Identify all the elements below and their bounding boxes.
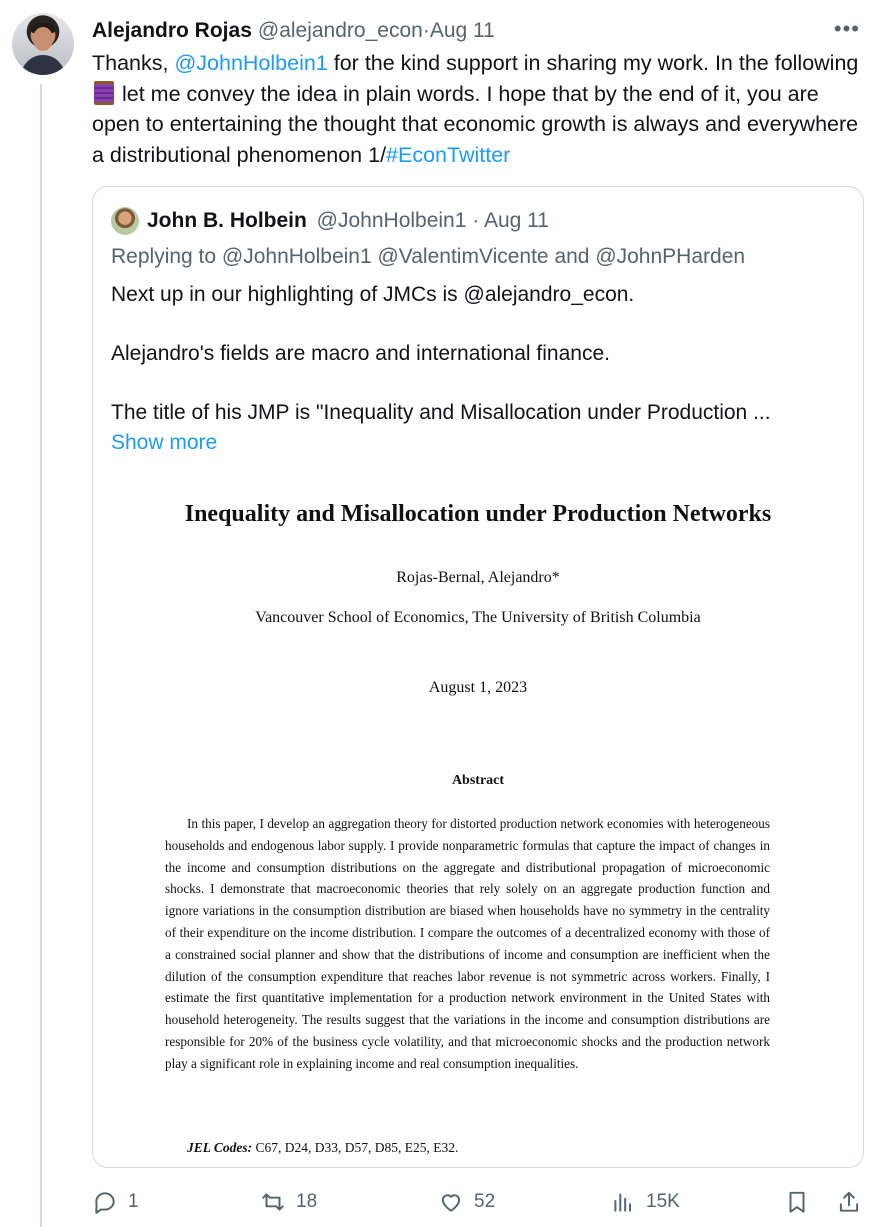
like-count: 52	[474, 1191, 496, 1212]
quoted-body	[111, 280, 851, 428]
quoted-line-1: Next up in our highlighting of JMCs is @alejandro_econ.	[111, 283, 635, 306]
hashtag-link[interactable]: #EconTwitter	[386, 142, 511, 167]
retweet-button[interactable]	[260, 1186, 317, 1218]
author-handle[interactable]: @alejandro_econ	[257, 19, 423, 42]
views-button[interactable]	[610, 1186, 680, 1218]
jel-values: C67, D24, D33, D57, D85, E25, E32.	[252, 1140, 459, 1155]
jel-codes	[187, 1140, 458, 1156]
quoted-header	[147, 206, 549, 236]
quoted-date: Aug 11	[483, 209, 549, 232]
reply-count: 1	[128, 1191, 139, 1212]
reply-button[interactable]	[92, 1186, 139, 1218]
action-bar	[92, 1186, 872, 1218]
quoted-author-avatar	[111, 207, 139, 235]
abstract-heading: Abstract	[451, 773, 505, 788]
share-icon	[836, 1189, 862, 1215]
quoted-separator: ·	[466, 209, 484, 232]
thread-spool-icon	[94, 81, 114, 105]
avatar-face	[33, 27, 53, 51]
views-bar-chart-icon	[610, 1189, 636, 1215]
separator: ·	[422, 19, 430, 42]
tweet-text-part3: let me convey the idea in plain words. I hope that by the end of it, you are open to entertaining the thought that economic growth is always and everywhere a distributional phenomenon 1/	[92, 81, 859, 167]
tweet-text-part2: for the kind support in sharing my work. In the following	[327, 51, 859, 75]
quoted-tweet[interactable]	[92, 186, 864, 1168]
quoted-line-3: The title of his JMP is "Inequality and Misallocation under Production ...	[111, 401, 771, 424]
tweet-text-part1: Thanks,	[92, 51, 175, 75]
mention-link[interactable]: @JohnHolbein1	[174, 51, 328, 75]
retweet-count: 18	[296, 1191, 318, 1212]
jel-label: JEL Codes:	[187, 1140, 253, 1155]
reply-icon	[92, 1189, 118, 1215]
tweet-text	[92, 48, 872, 170]
heart-icon	[438, 1189, 464, 1215]
tweet-date[interactable]: Aug 11	[429, 19, 495, 42]
author-name[interactable]: Alejandro Rojas	[92, 19, 252, 42]
avatar-shirt	[21, 55, 65, 75]
paper-date: August 1, 2023	[428, 679, 528, 696]
quoted-author-name: John B. Holbein	[147, 209, 307, 232]
quoted-line-2: Alejandro's fields are macro and international finance.	[111, 342, 610, 365]
retweet-icon	[260, 1189, 286, 1215]
author-avatar[interactable]	[12, 13, 74, 75]
paper-image[interactable]	[93, 477, 863, 1168]
tweet-header	[92, 17, 495, 45]
thread-line	[40, 84, 42, 1227]
share-button[interactable]	[836, 1186, 862, 1218]
replying-to: Replying to @JohnHolbein1 @ValentimVicente and @JohnPHarden	[111, 245, 746, 268]
bookmark-icon	[784, 1189, 810, 1215]
show-more-link[interactable]: Show more	[111, 431, 218, 454]
bookmark-button[interactable]	[784, 1186, 810, 1218]
more-options-icon[interactable]: •••	[833, 16, 860, 41]
paper-affiliation: Vancouver School of Economics, The University of British Columbia	[255, 609, 701, 626]
view-count: 15K	[646, 1191, 680, 1212]
paper-author: Rojas-Bernal, Alejandro*	[396, 569, 560, 586]
paper-title: Inequality and Misallocation under Production Networks	[184, 501, 772, 527]
like-button[interactable]	[438, 1186, 495, 1218]
abstract-text: In this paper, I develop an aggregation theory for distorted production network economies with heterogeneous households and endogenous labor supply. I provide nonparametric formulas that capture the impact of changes in the income and consumption distributions on the aggregate and distributional propagation of microeconomic shocks. I demonstrate that macroeconomic theories that rely solely on an aggregate production function and ignore variations in the consumption distribution are biased when households have no symmetry in the centrality of their expenditure on the income distribution. I compare the outcomes of a decentralized economy with those of a constrained social planner and show that the distributions of income and consumption are inefficient when the dilution of the consumption expenditure that reaches labor revenue is not symmetric across workers. Finally, I estimate the first quantitative implementation for a production network environment in the United States with household heterogeneity. The results suggest that the variations in the income and consumption distributions are responsible for 20% of the business cycle volatility, and that microeconomic shocks and the production network play a significant role in explaining income and real consumption inequalities.	[165, 816, 770, 1071]
quoted-author-handle: @JohnHolbein1	[316, 209, 467, 232]
